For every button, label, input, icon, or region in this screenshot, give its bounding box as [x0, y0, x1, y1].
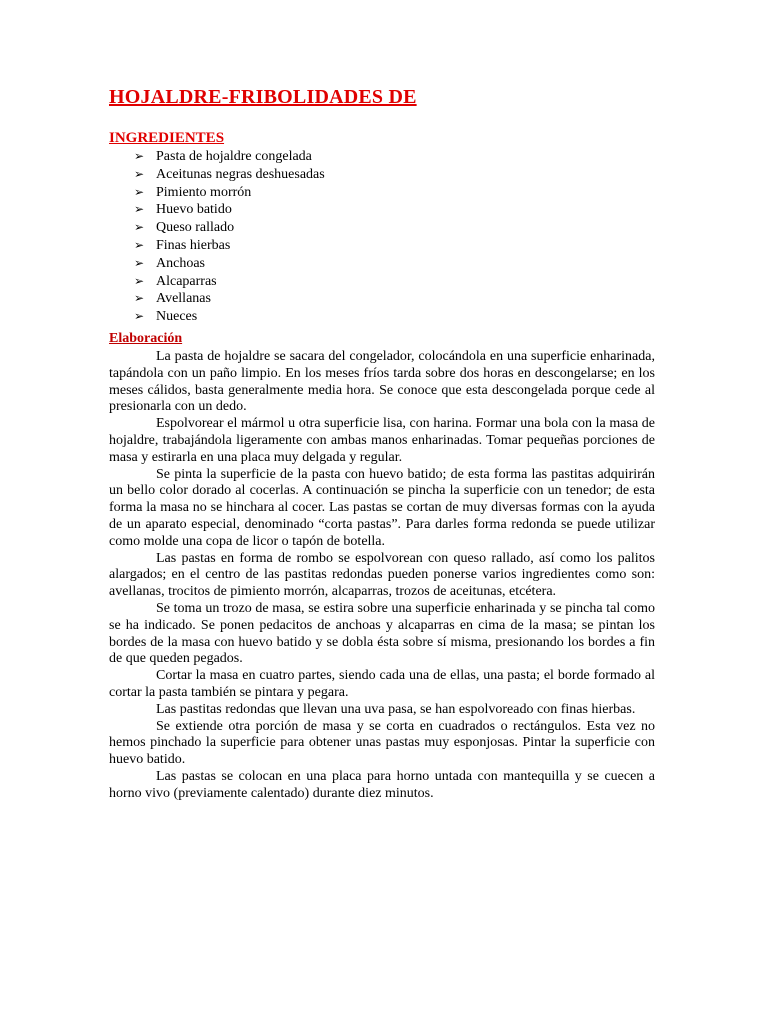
paragraph: Se toma un trozo de masa, se estira sobre una superficie enharinada y se pincha tal como se ha indicado. Se ponen pedacitos de anchoas y alcaparras en cima de la masa; se pintan los bordes de la masa con huevo batido y se dobla ésta sobre sí misma, presionando los bordes a fin de que queden pegados. — [109, 600, 655, 667]
list-item — [134, 219, 325, 237]
arrow-bullet-icon: ➢ — [134, 309, 145, 324]
ingredients-heading: INGREDIENTES — [109, 130, 225, 146]
arrow-bullet-icon: ➢ — [134, 149, 145, 163]
list-item — [134, 255, 325, 273]
elaboration-heading: Elaboración — [109, 331, 183, 346]
ingredient-label: Aceitunas negras deshuesadas — [156, 166, 325, 182]
page-title: HOJALDRE-FRIBOLIDADES DE — [109, 86, 417, 108]
paragraph: Espolvorear el mármol u otra superficie lisa, con harina. Formar una bola con la masa de hojaldre, trabajándola ligeramente con ambas manos enharinadas. Tomar pequeñas porciones de masa y estirarla en una placa muy delgada y regular. — [109, 416, 655, 465]
arrow-bullet-icon: ➢ — [134, 273, 145, 288]
list-item — [134, 290, 325, 308]
ingredients-list — [134, 148, 325, 326]
ingredient-label: Finas hierbas — [156, 237, 231, 253]
list-item — [134, 201, 325, 219]
ingredient-label: Queso rallado — [156, 220, 235, 236]
elaboration-body — [109, 349, 655, 803]
paragraph: Se extiende otra porción de masa y se corta en cuadrados o rectángulos. Esta vez no hemos pinchado la superficie para obtener unas pastas muy esponjosas. Pintar la superficie con huevo batido. — [109, 718, 655, 768]
list-item — [134, 148, 325, 166]
list-item — [134, 237, 325, 255]
ingredient-label: Avellanas — [156, 291, 211, 307]
paragraph: La pasta de hojaldre se sacara del congelador, colocándola en una superficie enharinada, tapándola con un paño limpio. En los meses fríos tarda sobre dos horas en descongelarse; en los meses cálidos, basta generalmente media hora. Se conoce que esta descongelada porque cede al presionarla con un dedo. — [109, 349, 655, 415]
ingredient-label: Huevo batido — [156, 202, 232, 218]
arrow-bullet-icon: ➢ — [134, 255, 145, 270]
paragraph: Se pinta la superficie de la pasta con huevo batido; de esta forma las pastitas adquirirán un bello color dorado al cocerlas. A continuación se pincha la superficie con un tenedor; de esta forma la masa no se hinchara al cocer. Las pastas se cortan de muy diversas formas con la ayuda de un aparato especial, denominado “corta pastas”. Para darles forma redonda se puede utilizar como molde una copa de licor o tapón de botella. — [109, 466, 655, 549]
list-item — [134, 273, 325, 291]
list-item — [134, 166, 325, 184]
arrow-bullet-icon: ➢ — [134, 184, 145, 199]
arrow-bullet-icon: ➢ — [134, 237, 145, 252]
list-item — [134, 184, 325, 202]
arrow-bullet-icon: ➢ — [134, 220, 145, 235]
paragraph: Las pastas en forma de rombo se espolvorean con queso rallado, así como los palitos alargados; en el centro de las pastitas redondas pueden ponerse varios ingredientes como son: avellanas, trocitos de pimiento morrón, alcaparras, trozos de aceitunas, etcétera. — [109, 550, 655, 600]
list-item — [134, 308, 325, 326]
arrow-bullet-icon: ➢ — [134, 291, 145, 306]
paragraph: Cortar la masa en cuatro partes, siendo cada una de ellas, una pasta; el borde formado al cortar la pasta también se pintara y pegara. — [109, 668, 655, 700]
ingredient-label: Pimiento morrón — [156, 184, 252, 200]
ingredient-label: Anchoas — [156, 255, 205, 271]
ingredient-label: Nueces — [156, 309, 198, 325]
arrow-bullet-icon: ➢ — [134, 166, 145, 181]
paragraph: Las pastas se colocan en una placa para horno untada con mantequilla y se cuecen a horno vivo (previamente calentado) durante diez minutos. — [109, 768, 655, 801]
ingredient-label: Pasta de hojaldre congelada — [156, 149, 312, 164]
paragraph: Las pastitas redondas que llevan una uva pasa, se han espolvoreado con finas hierbas. — [156, 701, 636, 717]
ingredient-label: Alcaparras — [156, 273, 217, 289]
arrow-bullet-icon: ➢ — [134, 202, 145, 217]
